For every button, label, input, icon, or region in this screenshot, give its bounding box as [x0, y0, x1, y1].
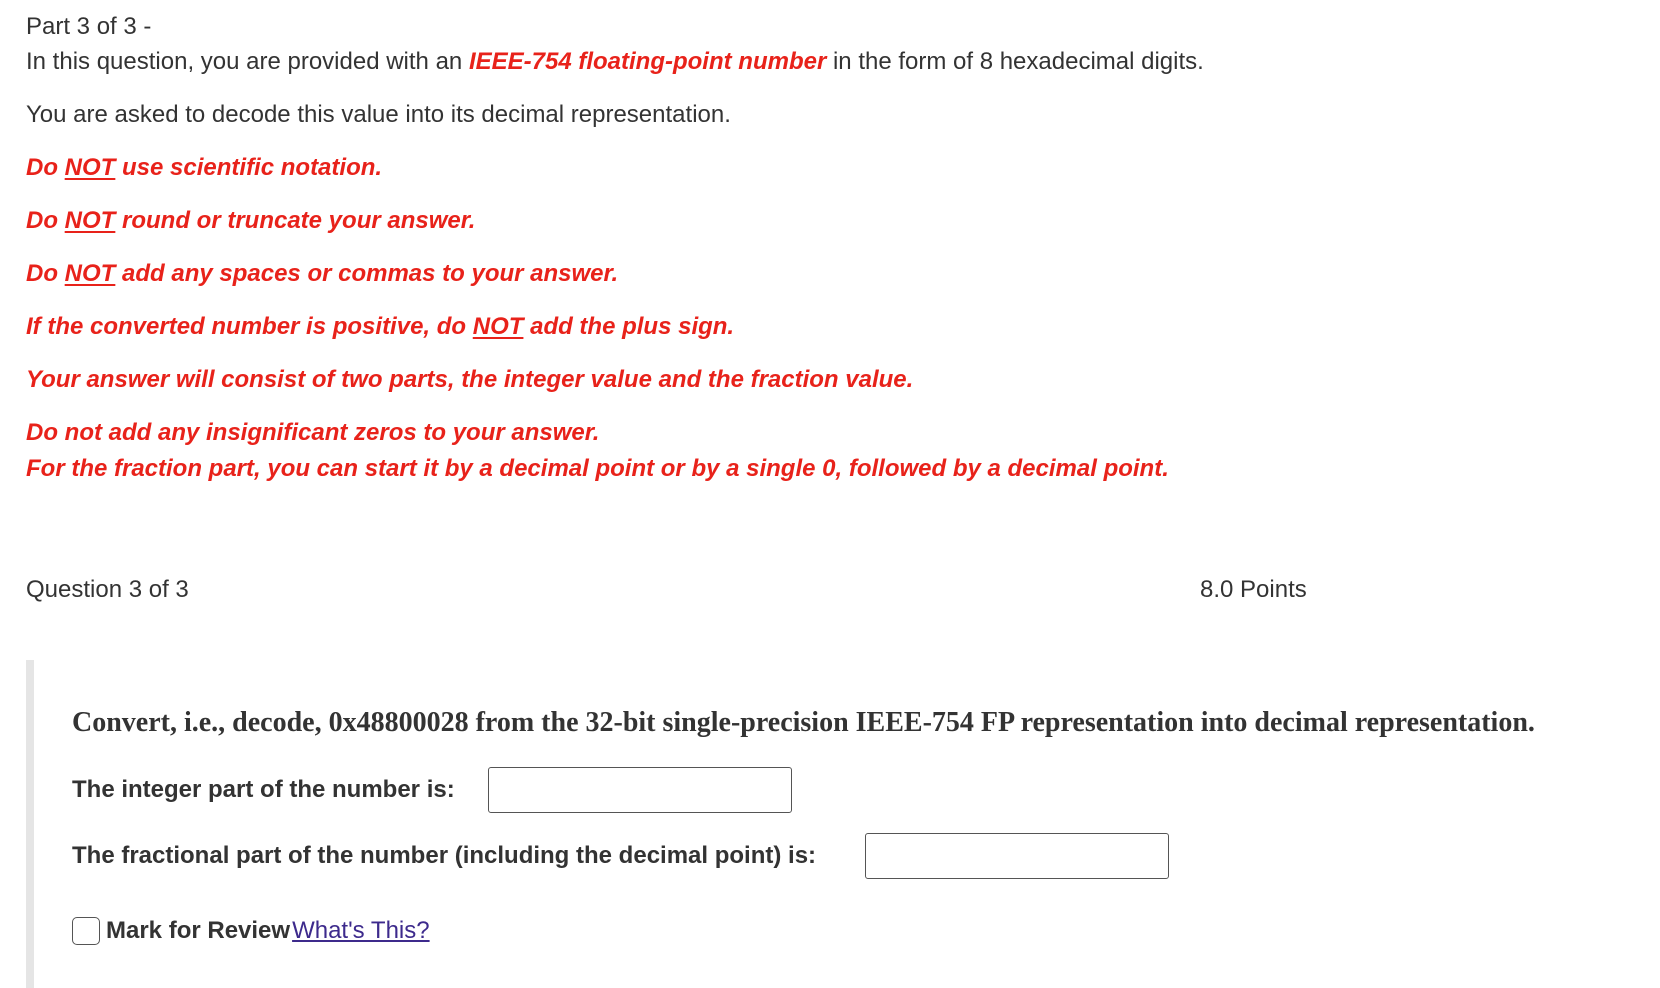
- rule-text: add any spaces or commas to your answer.: [115, 260, 619, 287]
- rule-fraction-format: For the fraction part, you can start it by a decimal point or by a single 0, followed by a decimal point.: [26, 455, 1169, 482]
- rule-emphasis: NOT: [472, 313, 524, 340]
- question-points: 8.0 Points: [1200, 576, 1307, 603]
- rule-text: round or truncate your answer.: [115, 207, 476, 234]
- rule-text: add the plus sign.: [523, 313, 735, 340]
- rule-text: Do: [26, 207, 65, 234]
- intro-line-2: You are asked to decode this value into its decimal representation.: [26, 101, 731, 128]
- rule-text: Do: [26, 260, 65, 287]
- rule-no-round: [26, 206, 475, 236]
- intro-line-1: [26, 47, 1204, 77]
- ieee-highlight: IEEE-754 floating-point number: [468, 48, 827, 75]
- rule-text: Do: [26, 154, 65, 181]
- mark-for-review: [72, 915, 430, 947]
- fraction-label: The fractional part of the number (including the decimal point) is:: [72, 842, 817, 869]
- whats-this-link[interactable]: What's This?: [292, 917, 430, 944]
- rule-no-zeros: Do not add any insignificant zeros to your answer.: [26, 419, 600, 446]
- question-prompt: Convert, i.e., decode, 0x48800028 from the 32-bit single-precision IEEE-754 FP representation into decimal representation.: [72, 707, 1535, 738]
- rule-two-parts: Your answer will consist of two parts, the integer value and the fraction value.: [26, 366, 914, 393]
- integer-label: The integer part of the number is:: [72, 776, 455, 803]
- intro-text-post: in the form of 8 hexadecimal digits.: [826, 48, 1204, 75]
- rule-emphasis: NOT: [64, 154, 116, 181]
- rule-emphasis: NOT: [64, 207, 116, 234]
- rule-no-spaces: [26, 259, 618, 289]
- rule-text: If the converted number is positive, do: [26, 313, 473, 340]
- mark-for-review-checkbox[interactable]: [72, 917, 100, 945]
- rule-no-scientific: [26, 153, 382, 183]
- integer-part-input[interactable]: [488, 767, 792, 813]
- fraction-part-input[interactable]: [865, 833, 1169, 879]
- mark-for-review-label[interactable]: Mark for Review: [106, 917, 291, 944]
- part-indicator: Part 3 of 3 -: [26, 13, 152, 40]
- intro-text-pre: In this question, you are provided with an: [26, 48, 469, 75]
- rule-emphasis: NOT: [64, 260, 116, 287]
- question-number: Question 3 of 3: [26, 576, 189, 603]
- rule-text: use scientific notation.: [115, 154, 383, 181]
- rule-no-plus: [26, 312, 734, 342]
